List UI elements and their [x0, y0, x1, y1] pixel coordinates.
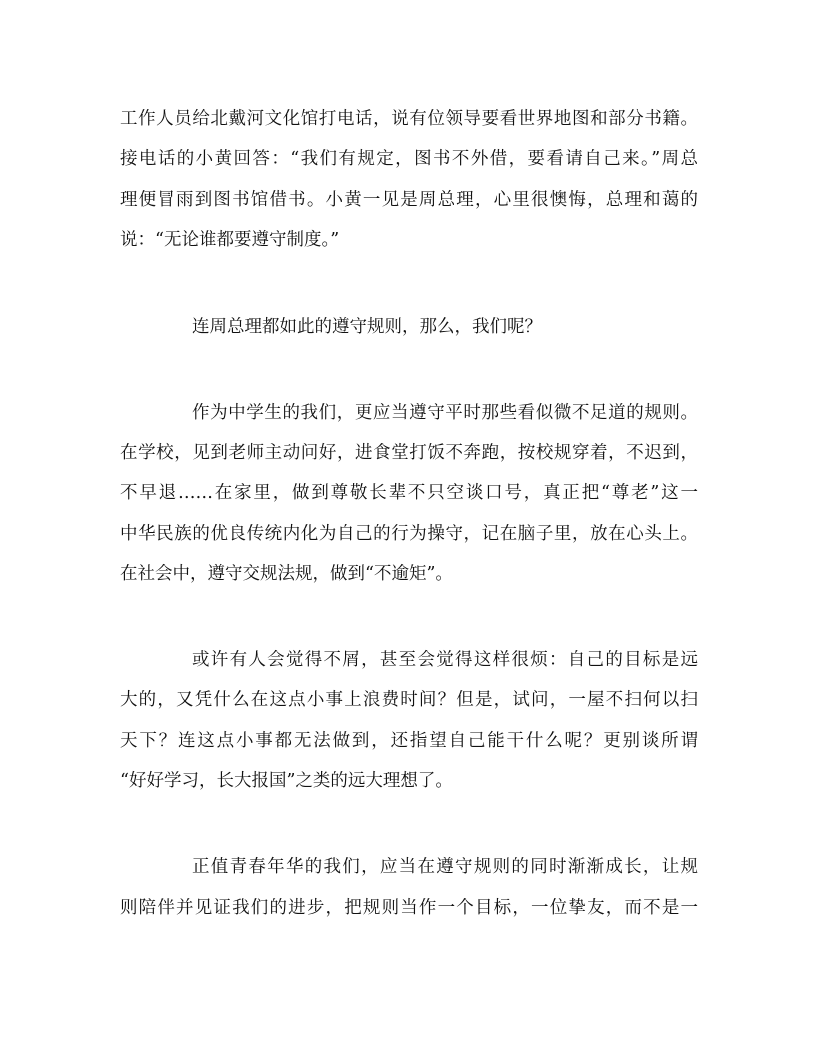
paragraph-4-line-3: 天下？连这点小事都无法做到，还指望自己能干什么呢？更别谈所谓: [120, 731, 698, 751]
paragraph-4-line-1: 或许有人会觉得不屑，甚至会觉得这样很烦：自己的目标是远: [192, 650, 698, 670]
paragraph-3-line-1: 作为中学生的我们，更应当遵守平时那些看似微不足道的规则。: [192, 403, 698, 423]
paragraph-1-line-4: 说：“无论谁都要遵守制度。”: [120, 230, 340, 250]
paragraph-4-line-2: 大的，又凭什么在这点小事上浪费时间？但是，试问，一屋不扫何以扫: [120, 690, 698, 710]
paragraph-3-line-2: 在学校，见到老师主动问好，进食堂打饭不奔跑，按校规穿着，不迟到，: [120, 443, 698, 463]
paragraph-5-line-1: 正值青春年华的我们，应当在遵守规则的同时渐渐成长，让规: [192, 857, 698, 877]
paragraph-3-line-5: 在社会中，遵守交规法规，做到“不逾矩”。: [120, 564, 453, 584]
paragraph-3-line-3: 不早退……在家里，做到尊敬长辈不只空谈口号，真正把“尊老”这一: [120, 483, 698, 503]
paragraph-1-line-1: 工作人员给北戴河文化馆打电话，说有位领导要看世界地图和部分书籍。: [120, 109, 698, 129]
paragraph-2-line-1: 连周总理都如此的遵守规则，那么，我们呢？: [192, 317, 542, 337]
paragraph-1-line-2: 接电话的小黄回答：“我们有规定，图书不外借，要看请自己来。”周总: [120, 149, 698, 169]
paragraph-5-line-2: 则陪伴并见证我们的进步，把规则当作一个目标，一位挚友，而不是一: [120, 898, 698, 918]
paragraph-3-line-4: 中华民族的优良传统内化为自己的行为操守，记在脑子里，放在心头上。: [120, 524, 698, 544]
paragraph-4-line-4: “好好学习，长大报国”之类的远大理想了。: [120, 771, 453, 791]
paragraph-1-line-3: 理便冒雨到图书馆借书。小黄一见是周总理，心里很懊悔，总理和蔼的: [120, 190, 698, 210]
